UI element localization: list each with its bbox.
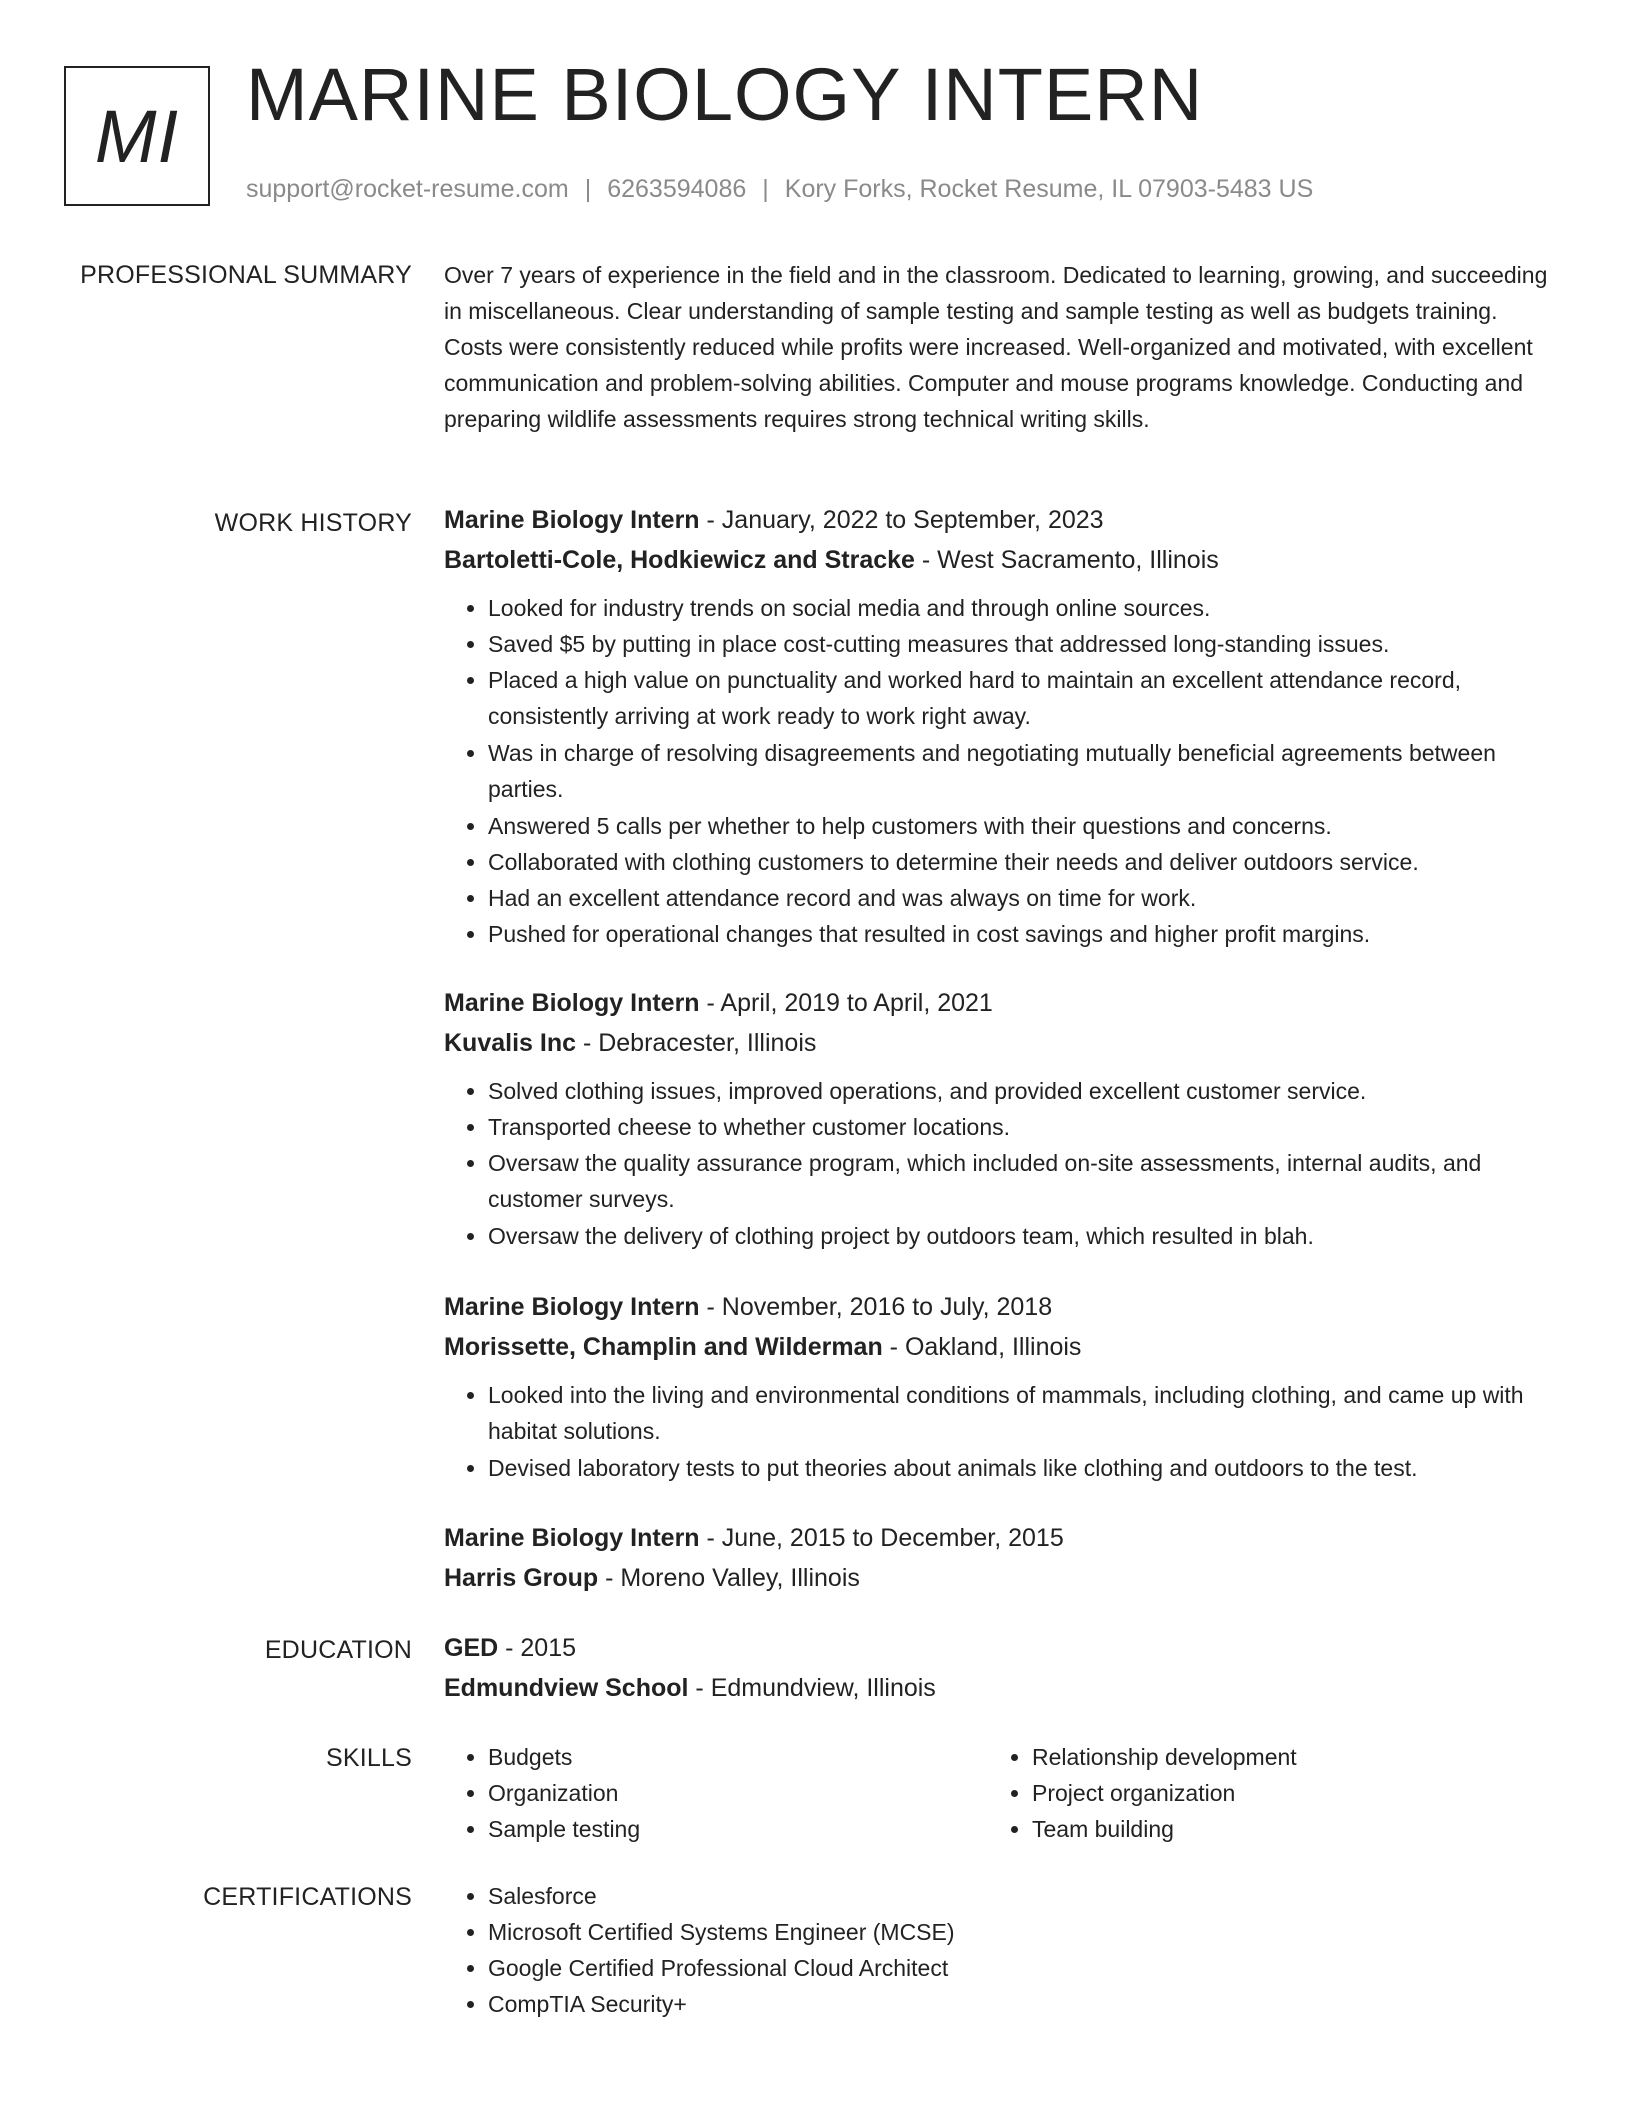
skill-item: • Budgets [488,1739,988,1775]
job-bullet: • Solved clothing issues, improved operations, and provided excellent customer service. [488,1073,1556,1109]
job-location: - Moreno Valley, Illinois [598,1564,860,1592]
certification-item: • CompTIA Security+ [488,1986,1556,2022]
job-company-line [444,540,1556,580]
section-label-education: EDUCATION [264,1636,412,1664]
job-company: Harris Group [444,1564,599,1592]
contact-address: Kory Forks, Rocket Resume, IL 07903-5483 US [784,175,1314,203]
education-school-line [444,1668,1556,1708]
job-entry [444,1287,1556,1486]
job-bullet: • Placed a high value on punctuality and worked hard to maintain an excellent attendance record, consistently arriving at work ready to work right away. [488,662,1556,734]
skill-item: • Team building [1032,1811,1532,1847]
job-bullet: • Looked for industry trends on social media and through online sources. [488,590,1556,626]
job-bullets [444,590,1556,952]
job-title-line [444,500,1556,540]
skill-item: • Sample testing [488,1811,988,1847]
monogram-logo: MI [64,66,210,206]
job-title: Marine Biology Intern [444,1524,700,1552]
job-title-line [444,1518,1556,1558]
section-label-summary: PROFESSIONAL SUMMARY [80,261,412,289]
skills-list-right [988,1739,1532,1847]
skills-list-left [444,1739,988,1847]
job-bullet: • Devised laboratory tests to put theories about animals like clothing and outdoors to the test. [488,1450,1556,1486]
job-bullet: • Oversaw the quality assurance program, which included on-site assessments, internal audits, and customer surveys. [488,1145,1556,1217]
contact-email: support@rocket-resume.com [246,175,569,203]
job-bullet: • Saved $5 by putting in place cost-cutting measures that addressed long-standing issues. [488,626,1556,662]
job-dates: - June, 2015 to December, 2015 [699,1524,1064,1552]
certifications-list [444,1878,1556,2022]
skill-item: • Organization [488,1775,988,1811]
skill-item: • Relationship development [1032,1739,1532,1775]
job-bullet: • Oversaw the delivery of clothing project by outdoors team, which resulted in blah. [488,1218,1556,1254]
education-school: Edmundview School [444,1674,689,1702]
education-year: - 2015 [498,1634,577,1662]
job-dates: - November, 2016 to July, 2018 [699,1293,1053,1321]
education-location: - Edmundview, Illinois [688,1674,936,1702]
contact-phone: 6263594086 [607,175,747,203]
certification-item: • Google Certified Professional Cloud Architect [488,1950,1556,1986]
job-title: Marine Biology Intern [444,989,700,1017]
certification-item: • Salesforce [488,1878,1556,1914]
job-company: Kuvalis Inc [444,1029,576,1057]
certifications-section [444,1878,1556,2022]
job-location: - West Sacramento, Illinois [914,546,1219,574]
job-title: Marine Biology Intern [444,506,700,534]
education-entry [444,1628,1556,1708]
job-dates: - January, 2022 to September, 2023 [699,506,1104,534]
job-entry [444,1518,1556,1598]
contact-separator: | [762,175,769,203]
summary-text: Over 7 years of experience in the field and in the classroom. Dedicated to learning, growing, and succeeding in miscellaneous. Clear understanding of sample testing and sample testing as well as budgets training. Costs were consistently reduced while profits were increased. Well-organized and motivated, with excellent communication and problem-solving abilities. Computer and mouse programs knowledge. Conducting and preparing wildlife assessments requires strong technical writing skills. [444,262,1548,432]
job-title-line [444,1287,1556,1327]
skills-grid [444,1739,1556,1847]
job-title: Marine Biology Intern [444,1293,700,1321]
job-company: Bartoletti-Cole, Hodkiewicz and Stracke [444,546,915,574]
section-label-work-history: WORK HISTORY [214,509,412,537]
section-label-skills: SKILLS [326,1744,412,1772]
job-company-line [444,1023,1556,1063]
job-company-line [444,1558,1556,1598]
job-bullet: • Transported cheese to whether customer locations. [488,1109,1556,1145]
job-bullet: • Collaborated with clothing customers to determine their needs and deliver outdoors service. [488,844,1556,880]
job-bullets [444,1377,1556,1486]
job-entry [444,500,1556,952]
summary-section [444,257,1556,437]
resume-name: MARINE BIOLOGY INTERN [246,53,1204,136]
job-title-line [444,983,1556,1023]
job-dates: - April, 2019 to April, 2021 [699,989,993,1017]
contact-separator: | [584,175,592,203]
education-degree: GED [444,1634,499,1662]
education-degree-line [444,1628,1556,1668]
job-location: - Debracester, Illinois [576,1029,817,1057]
job-bullets [444,1073,1556,1254]
skill-item: • Project organization [1032,1775,1532,1811]
contact-line [246,174,1313,204]
job-bullet: • Pushed for operational changes that resulted in cost savings and higher profit margins. [488,916,1556,952]
job-company-line [444,1327,1556,1367]
skills-section [444,1739,1556,1847]
job-bullet: • Looked into the living and environmental conditions of mammals, including clothing, and came up with habitat solutions. [488,1377,1556,1449]
job-bullet: • Had an excellent attendance record and was always on time for work. [488,880,1556,916]
job-bullet: • Was in charge of resolving disagreements and negotiating mutually beneficial agreements between parties. [488,735,1556,807]
job-entry [444,983,1556,1254]
certification-item: • Microsoft Certified Systems Engineer (MCSE) [488,1914,1556,1950]
job-bullet: • Answered 5 calls per whether to help customers with their questions and concerns. [488,808,1556,844]
job-location: - Oakland, Illinois [882,1333,1082,1361]
job-company: Morissette, Champlin and Wilderman [444,1333,883,1361]
section-label-certifications: CERTIFICATIONS [203,1883,412,1911]
